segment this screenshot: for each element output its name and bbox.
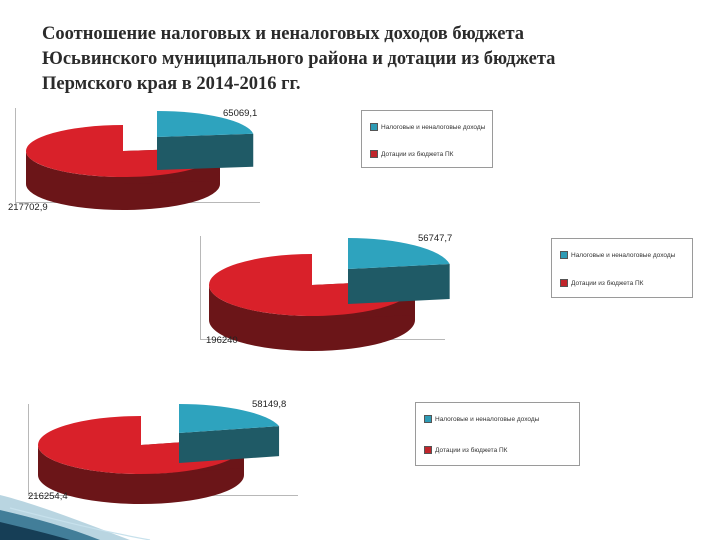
title-line-2: Юсьвинского муниципального района и дотации из бюджета [42, 49, 556, 69]
pie-1 [8, 108, 257, 213]
pie-1-data-label-1: 65069,1 [223, 108, 258, 119]
chart-1-legend-label-1: Налоговые и неналоговые доходы [381, 123, 486, 131]
chart-2-legend-label-1: Налоговые и неналоговые доходы [571, 251, 676, 259]
pie-3-data-label-1: 58149,8 [252, 399, 287, 410]
pie-3-data-label-2: 216254,4 [28, 491, 68, 502]
pie-1-slice-1-wall [157, 134, 253, 170]
pie-2-data-label-2: 196240 [206, 335, 238, 346]
chart-3-legend-label-2: Дотации из бюджета ПК [435, 446, 508, 454]
pie-2-data-label-1: 56747,7 [418, 233, 453, 244]
pie-2-slice-1-wall [348, 264, 450, 304]
title-line-3: Пермского края в 2014-2016 гг. [42, 74, 301, 94]
chart-1-legend-label-2: Дотации из бюджета ПК [381, 150, 454, 158]
pie-1-data-label-2: 217702,9 [8, 202, 48, 213]
decorative-corner-swoosh [0, 450, 170, 540]
chart-2-legend-label-2: Дотации из бюджета ПК [571, 279, 644, 287]
title-line-1: Соотношение налоговых и неналоговых доходов бюджета [42, 24, 525, 44]
chart-3-legend-label-1: Налоговые и неналоговые доходы [435, 415, 540, 423]
pie-2 [206, 233, 452, 351]
